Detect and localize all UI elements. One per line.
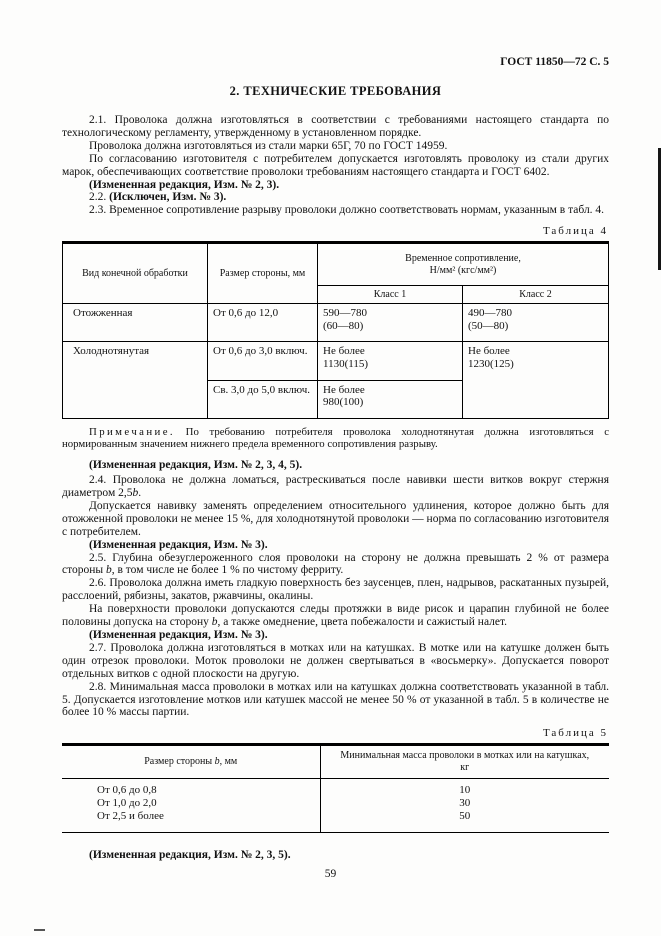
paragraph-2-5-text: 2.5. Глубина обезуглероженного слоя проволоки на сторону не должна превышать 2 % от размера стороны xyxy=(62,551,609,577)
table4-row-cold-drawn-1 xyxy=(63,342,609,380)
paragraph-2-8: 2.8. Минимальная масса проволоки в мотках или на катушках должна соответствовать указанной в табл. 5. Допускается изготовление мотков или катушек массой не менее 50 % от указанной в табл. 5 в количестве не более 10 % массы партии. xyxy=(62,680,609,719)
amendment-note-3: (Измененная редакция, Изм. № 3). xyxy=(89,538,268,551)
paragraph-2-1-agreement: По согласованию изготовителя с потребителем допускается изготовлять проволоку из стали других марок, обеспечивающих соответствие проволоки требованиям настоящего стандарта и ГОСТ 6402. xyxy=(62,152,609,178)
table4-row-annealed xyxy=(63,304,609,342)
paragraph-2-7: 2.7. Проволока должна изготовляться в мотках или на катушках. В мотке или на катушке должен быть один отрезок проволоки. Моток проволоки не должен свертываться в «восьмерку». Допускается поворот отдельных витков с одной плоскости на другую. xyxy=(62,641,609,680)
amendment-note-5: (Измененная редакция, Изм. № 2, 3, 5). xyxy=(89,849,291,862)
paragraph-2-5 xyxy=(62,552,609,578)
paragraph-2-4-elongation: Допускается навивку заменять определением относительного удлинения, которое должно быть для отожженной проволоки не менее 15 %, для холоднотянутой проволоки — норма по согласованию изготовителя с потребителем. xyxy=(62,499,609,538)
paragraph-2-4 xyxy=(62,474,609,500)
paragraph-2-5-end: , в том числе не более 1 % по чистому ферриту. xyxy=(111,564,344,577)
table4-header-tensile-strength: Временное сопротивление, Н/мм² (кгс/мм²) xyxy=(318,243,609,286)
paragraph-2-2-excluded: (Исключен, Изм. № 3). xyxy=(109,191,227,204)
scan-artifact-bottom-left xyxy=(34,929,45,931)
table5-cell-mass: 50 xyxy=(320,810,609,833)
table4-header-class1: Класс 1 xyxy=(318,286,463,304)
table4-cell-size: От 0,6 до 3,0 включ. xyxy=(208,342,318,380)
page-number: 59 xyxy=(324,868,337,880)
table5-row xyxy=(62,779,609,798)
table4-cell-class1-value: Не более 1130(115) xyxy=(318,342,463,380)
table5-cell-mass: 10 xyxy=(320,779,609,798)
table4-cell-class1-value: Не более 980(100) xyxy=(318,380,463,418)
table4-cell-size: Св. 3,0 до 5,0 включ. xyxy=(208,380,318,418)
table5-cell-size: От 1,0 до 2,0 xyxy=(97,797,157,810)
table5-cell-size: От 0,6 до 0,8 xyxy=(97,784,157,797)
paragraph-2-3: 2.3. Временное сопротивление разрыву проволоки должно соответствовать нормам, указанным в табл. 4. xyxy=(89,204,605,217)
table4-note-text: По требованию потребителя проволока холоднотянутая должна изготовляться с нормированным значением нижнего предела временного сопротивления разрыву. xyxy=(62,425,609,451)
table4-cell-class2-value: 490—780 (50—80) xyxy=(463,304,609,342)
section-title: 2. ТЕХНИЧЕСКИЕ ТРЕБОВАНИЯ xyxy=(229,84,442,98)
table5-caption: Таблица 5 xyxy=(542,727,608,740)
table4-cell-class2-value: Не более 1230(125) xyxy=(463,342,609,418)
paragraph-2-1-steel-grades: Проволока должна изготовляться из стали марки 65Г, 70 по ГОСТ 14959. xyxy=(89,139,448,152)
table4-caption: Таблица 4 xyxy=(542,225,608,238)
table5-header-min-mass: Минимальная масса проволоки в мотках или на катушках, кг xyxy=(320,745,609,779)
gost-reference-header: ГОСТ 11850—72 С. 5 xyxy=(500,56,609,68)
paragraph-2-4-end: . xyxy=(138,487,142,500)
paragraph-2-1: 2.1. Проволока должна изготовляться в соответствии с требованиями настоящего стандарта по технологическому регламенту, утвержденному в установленном порядке. xyxy=(62,114,609,139)
table4-note xyxy=(62,426,609,450)
table5-cell-size: От 2,5 и более xyxy=(97,810,164,823)
table5-header-size-unit: , мм xyxy=(219,756,238,768)
table4-note-label: Примечание. xyxy=(89,425,175,438)
table5 xyxy=(62,743,609,833)
table4-cell-class1-value: 590—780 (60—80) xyxy=(318,304,463,342)
amendment-note-2: (Измененная редакция, Изм. № 2, 3, 4, 5). xyxy=(89,459,303,472)
paragraph-2-6a-variable-b: b xyxy=(211,616,218,629)
table5-header-side-size xyxy=(62,745,320,779)
table4-header-side-size: Размер стороны, мм xyxy=(208,243,318,304)
paragraph-2-4-variable-b: b xyxy=(132,487,139,500)
table4 xyxy=(62,241,609,419)
paragraph-2-5-variable-b: b xyxy=(105,564,112,577)
table4-header-processing-type: Вид конечной обработки xyxy=(63,243,208,304)
table4-header-class2: Класс 2 xyxy=(463,286,609,304)
paragraph-2-6: 2.6. Проволока должна иметь гладкую поверхность без заусенцев, плен, надрывов, раскатанных пузырей, расслоений, рябизны, закатов, ржавчины, окалины. xyxy=(62,577,609,603)
table5-cell-mass: 30 xyxy=(320,797,609,810)
table4-cell-processing: Холоднотянутая xyxy=(63,342,208,418)
amendment-note-4: (Измененная редакция, Изм. № 3). xyxy=(89,629,268,641)
paragraph-2-6-surface-marks xyxy=(62,603,609,629)
paragraph-2-2-number: 2.2. xyxy=(89,191,107,204)
table4-cell-processing: Отожженная xyxy=(63,304,208,342)
table5-header-size-text: Размер стороны xyxy=(144,756,215,768)
paragraph-2-6a-end: , а также омеднение, цвета побежалости и сажистый налет. xyxy=(217,616,508,629)
paragraph-2-2 xyxy=(62,191,609,204)
paragraph-2-4-text: 2.4. Проволока не должна ломаться, растрескиваться после навивки шести витков вокруг стержня диаметром 2,5 xyxy=(62,474,609,500)
table4-cell-size: От 0,6 до 12,0 xyxy=(208,304,318,342)
amendment-note-1: (Измененная редакция, Изм. № 2, 3). xyxy=(89,178,280,191)
table5-header-variable-b: b xyxy=(214,756,220,768)
table5-row xyxy=(62,797,609,810)
paragraph-2-6a-text: На поверхности проволоки допускаются следы протяжки в виде рисок и царапин глубиной не более половины допуска на сторону xyxy=(62,603,609,629)
table5-row xyxy=(62,810,609,833)
